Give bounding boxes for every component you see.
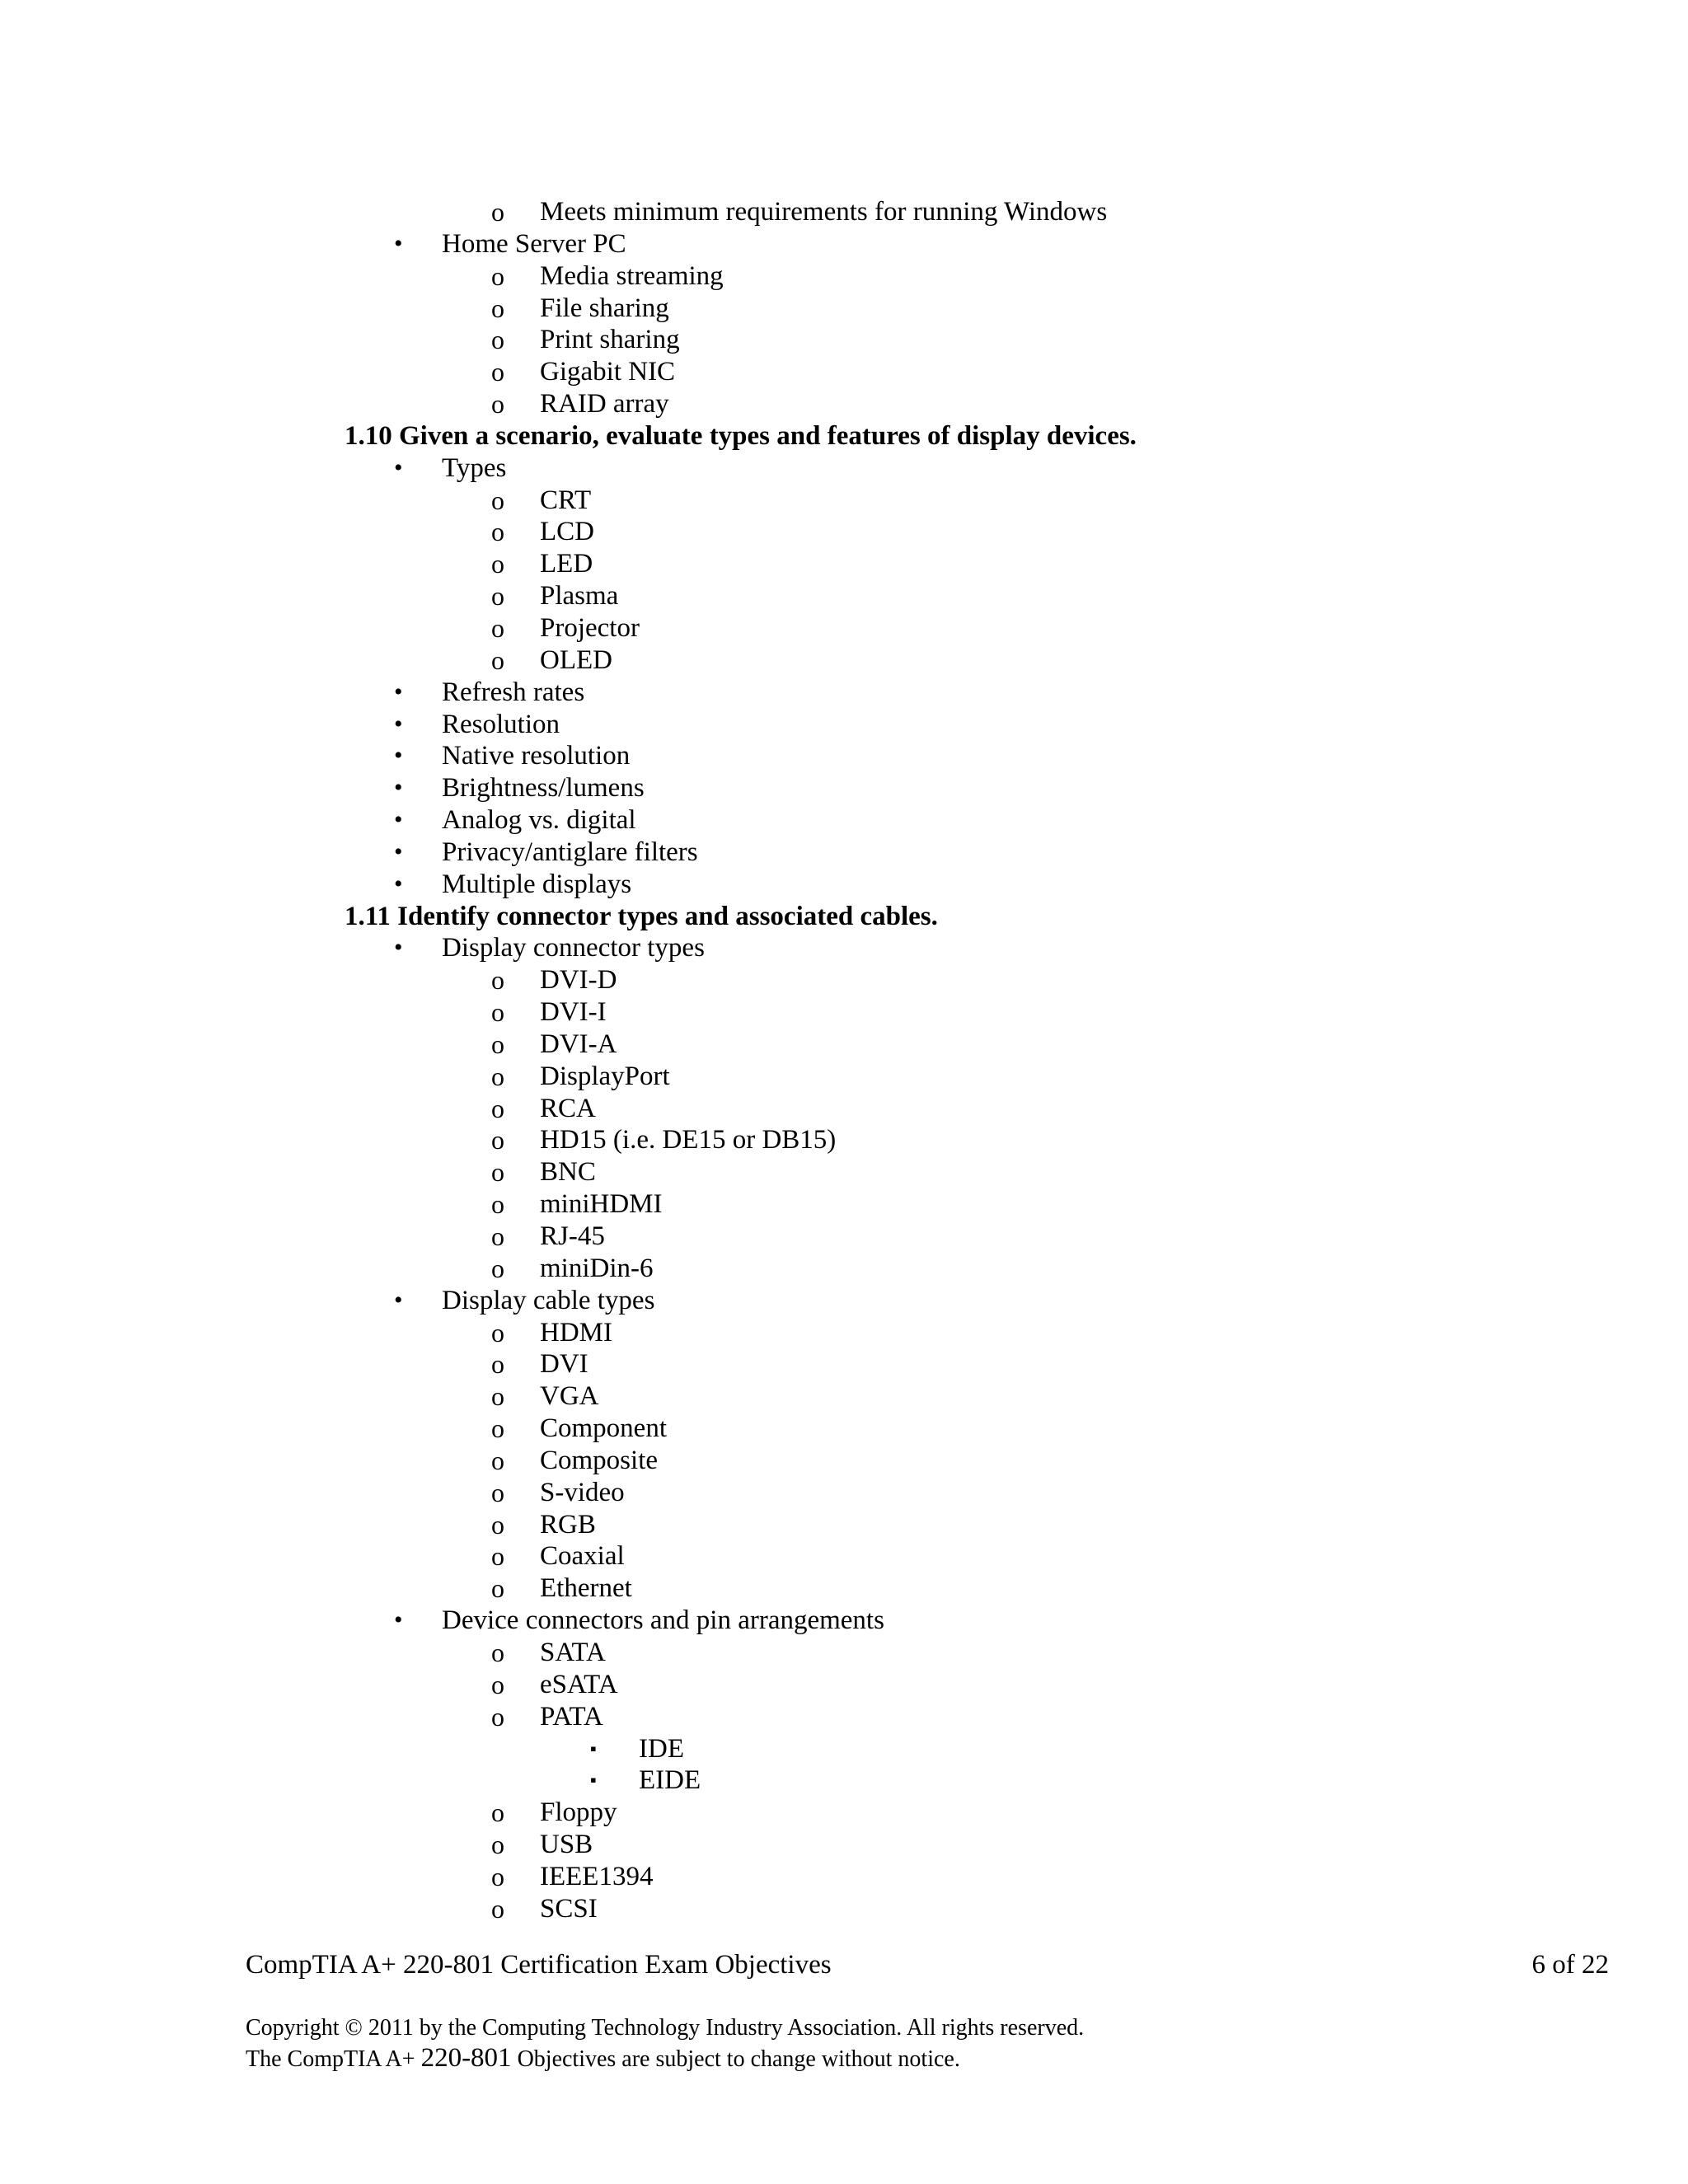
circle-marker: o — [491, 1797, 504, 1828]
footer-title: CompTIA A+ 220-801 Certification Exam Objectives — [246, 1950, 832, 1980]
outline-text: HDMI — [540, 1317, 612, 1347]
outline-text: IDE — [639, 1733, 684, 1764]
outline-text: Media streaming — [540, 260, 724, 291]
page-number: 6 of 22 — [1531, 1950, 1609, 1980]
outline-text: 1.11 Identify connector types and associated cables. — [345, 901, 938, 931]
circle-marker: o — [491, 965, 504, 996]
square-marker: ▪ — [590, 1737, 597, 1759]
circle-marker: o — [491, 1830, 504, 1860]
outline-text: Display cable types — [442, 1285, 655, 1315]
sub-bullet-item — [0, 996, 1688, 1029]
circle-marker: o — [491, 1509, 504, 1540]
circle-marker: o — [491, 389, 504, 419]
sub-bullet-item — [0, 324, 1688, 356]
outline-text: Print sharing — [540, 325, 680, 355]
sub-bullet-item — [0, 1061, 1688, 1093]
section-heading — [0, 420, 1688, 452]
sub-bullet-item — [0, 612, 1688, 644]
bullet-item — [0, 837, 1688, 869]
outline-text: Floppy — [540, 1797, 617, 1828]
bullet-item — [0, 452, 1688, 485]
bullet-item — [0, 677, 1688, 709]
circle-marker: o — [491, 357, 504, 387]
circle-marker: o — [491, 581, 504, 612]
circle-marker: o — [491, 644, 504, 675]
outline-text: DVI-A — [540, 1029, 617, 1059]
sub-bullet-item — [0, 1156, 1688, 1188]
outline-text: RCA — [540, 1093, 596, 1123]
circle-marker: o — [491, 1669, 504, 1699]
sub-bullet-item — [0, 356, 1688, 388]
sub-bullet-item — [0, 1317, 1688, 1349]
outline-text: Home Server PC — [442, 228, 626, 259]
sub-bullet-item — [0, 1124, 1688, 1156]
outline-text: USB — [540, 1830, 593, 1860]
outline-text: Component — [540, 1413, 667, 1444]
bullet-marker: • — [394, 869, 403, 898]
bullet-marker: • — [394, 774, 403, 802]
outline-text: 1.10 Given a scenario, evaluate types and features of display devices. — [345, 420, 1137, 451]
outline-text: SATA — [540, 1637, 606, 1667]
outline-text: Resolution — [442, 709, 560, 739]
circle-marker: o — [491, 612, 504, 643]
outline-text: Refresh rates — [442, 677, 585, 707]
sub-bullet-item — [0, 1861, 1688, 1893]
circle-marker: o — [491, 1445, 504, 1475]
sub-bullet-item — [0, 1701, 1688, 1733]
outline-text: Device connectors and pin arrangements — [442, 1605, 884, 1636]
sub-bullet-item — [0, 548, 1688, 580]
circle-marker: o — [491, 293, 504, 323]
bullet-marker: • — [394, 453, 403, 481]
sub-bullet-item — [0, 1188, 1688, 1221]
bullet-marker: • — [394, 710, 403, 738]
bullet-item — [0, 1605, 1688, 1637]
sub-bullet-item — [0, 196, 1688, 228]
circle-marker: o — [491, 1541, 504, 1572]
outline-text: Ethernet — [540, 1573, 632, 1604]
outline-text: RAID array — [540, 389, 669, 419]
outline-text: eSATA — [540, 1669, 618, 1699]
circle-marker: o — [491, 1221, 504, 1251]
sub-bullet-item — [0, 1253, 1688, 1285]
bullet-marker: • — [394, 677, 403, 705]
exam-code: 220-801 — [420, 2043, 512, 2073]
sub-bullet-item — [0, 1572, 1688, 1605]
sub-bullet-item — [0, 644, 1688, 677]
sub-bullet-item — [0, 1637, 1688, 1669]
copyright-line-2-prefix: The CompTIA A+ — [246, 2046, 421, 2072]
bullet-item — [0, 932, 1688, 964]
outline-text: VGA — [540, 1381, 599, 1412]
circle-marker: o — [491, 485, 504, 515]
sub-bullet-item — [0, 1029, 1688, 1061]
outline-text: EIDE — [639, 1765, 701, 1796]
outline-text: DisplayPort — [540, 1061, 670, 1091]
sub-bullet-item — [0, 388, 1688, 420]
outline-text: Meets minimum requirements for running Windows — [540, 197, 1108, 227]
sub-bullet-item — [0, 1893, 1688, 1925]
copyright-line-1: Copyright © 2011 by the Computing Technology Industry Association. All rights reserved. — [246, 2015, 1085, 2041]
sub-bullet-item — [0, 1797, 1688, 1829]
bullet-item — [0, 228, 1688, 260]
bullet-item — [0, 772, 1688, 804]
sub-bullet-item — [0, 1509, 1688, 1541]
outline-text: DVI — [540, 1349, 588, 1380]
sub-bullet-item — [0, 1093, 1688, 1125]
circle-marker: o — [491, 197, 504, 227]
outline-text: RGB — [540, 1509, 596, 1540]
outline-text: LCD — [540, 517, 594, 547]
circle-marker: o — [491, 997, 504, 1028]
bullet-item — [0, 709, 1688, 741]
bullet-marker: • — [394, 229, 403, 257]
bullet-marker: • — [394, 934, 403, 962]
bullet-marker: • — [394, 837, 403, 865]
circle-marker: o — [491, 1125, 504, 1155]
outline-text: RJ-45 — [540, 1221, 605, 1251]
outline-text: IEEE1394 — [540, 1861, 654, 1891]
sub-bullet-item — [0, 293, 1688, 325]
sub-bullet-item — [0, 516, 1688, 548]
outline-text: Types — [442, 452, 507, 483]
circle-marker: o — [491, 549, 504, 579]
sub-bullet-item — [0, 485, 1688, 517]
circle-marker: o — [491, 1701, 504, 1732]
sub-bullet-item — [0, 1445, 1688, 1477]
outline-text: Display connector types — [442, 933, 705, 963]
section-heading — [0, 901, 1688, 933]
sub-bullet-item — [0, 1669, 1688, 1701]
sub-bullet-item — [0, 1477, 1688, 1509]
sub-bullet-item — [0, 580, 1688, 612]
outline-text: OLED — [540, 644, 612, 675]
sub-bullet-item — [0, 1348, 1688, 1380]
circle-marker: o — [491, 1189, 504, 1220]
outline-text: LED — [540, 549, 593, 579]
bullet-marker: • — [394, 1606, 403, 1634]
outline-text: File sharing — [540, 293, 669, 323]
sub-sub-bullet-item — [0, 1733, 1688, 1765]
outline-text: BNC — [540, 1157, 596, 1188]
circle-marker: o — [491, 1253, 504, 1283]
outline-text: miniHDMI — [540, 1189, 663, 1220]
bullet-item — [0, 740, 1688, 772]
outline-text: Gigabit NIC — [540, 357, 676, 387]
outline-text: Analog vs. digital — [442, 805, 636, 836]
circle-marker: o — [491, 1029, 504, 1059]
outline-text: SCSI — [540, 1893, 598, 1924]
circle-marker: o — [491, 1317, 504, 1347]
outline-text: miniDin-6 — [540, 1253, 654, 1283]
bullet-item — [0, 804, 1688, 837]
outline-text: Multiple displays — [442, 869, 632, 899]
circle-marker: o — [491, 1861, 504, 1891]
circle-marker: o — [491, 325, 504, 355]
bullet-item — [0, 1285, 1688, 1317]
outline-text: Plasma — [540, 581, 619, 612]
outline-text: DVI-I — [540, 997, 607, 1028]
sub-bullet-item — [0, 1380, 1688, 1413]
circle-marker: o — [491, 1893, 504, 1924]
circle-marker: o — [491, 1157, 504, 1188]
objectives-outline — [0, 196, 1688, 1925]
outline-text: Coaxial — [540, 1541, 625, 1572]
circle-marker: o — [491, 260, 504, 291]
sub-sub-bullet-item — [0, 1765, 1688, 1797]
outline-text: CRT — [540, 485, 592, 515]
circle-marker: o — [491, 1413, 504, 1444]
outline-text: HD15 (i.e. DE15 or DB15) — [540, 1125, 837, 1155]
bullet-marker: • — [394, 1286, 403, 1314]
copyright-notice — [246, 2013, 1084, 2074]
sub-bullet-item — [0, 1221, 1688, 1253]
copyright-line-2-suffix: Objectives are subject to change without notice. — [511, 2046, 960, 2072]
outline-text: Projector — [540, 612, 640, 643]
sub-bullet-item — [0, 1540, 1688, 1572]
outline-text: Brightness/lumens — [442, 773, 645, 804]
sub-bullet-item — [0, 964, 1688, 996]
sub-bullet-item — [0, 1413, 1688, 1445]
bullet-marker: • — [394, 742, 403, 770]
circle-marker: o — [491, 1093, 504, 1123]
outline-text: Privacy/antiglare filters — [442, 837, 698, 867]
sub-bullet-item — [0, 260, 1688, 293]
circle-marker: o — [491, 1573, 504, 1604]
square-marker: ▪ — [590, 1769, 597, 1791]
circle-marker: o — [491, 1349, 504, 1380]
outline-text: PATA — [540, 1701, 603, 1732]
circle-marker: o — [491, 1637, 504, 1667]
outline-text: DVI-D — [540, 965, 617, 996]
bullet-marker: • — [394, 806, 403, 834]
circle-marker: o — [491, 1381, 504, 1412]
copyright-line-2 — [246, 2043, 1084, 2074]
circle-marker: o — [491, 1061, 504, 1091]
outline-text: Composite — [540, 1445, 659, 1475]
outline-text: S-video — [540, 1477, 625, 1507]
bullet-item — [0, 869, 1688, 901]
outline-text: Native resolution — [442, 741, 631, 771]
circle-marker: o — [491, 517, 504, 547]
circle-marker: o — [491, 1477, 504, 1507]
sub-bullet-item — [0, 1829, 1688, 1861]
